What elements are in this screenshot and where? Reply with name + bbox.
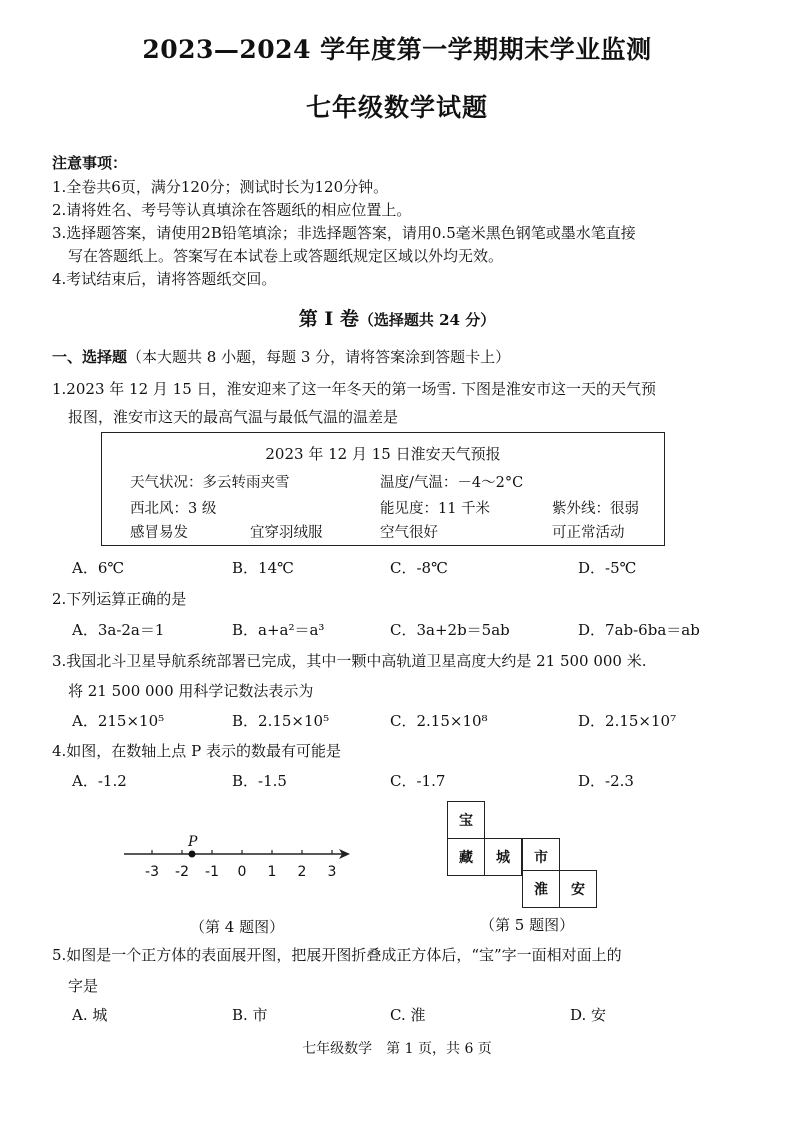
cube-face: 市 (522, 838, 560, 876)
q5-option-c: C. 淮 (390, 1006, 426, 1024)
q4-stem: 4.如图，在数轴上点 P 表示的数最有可能是 (52, 742, 341, 760)
number-line-tick-label: -2 (175, 864, 189, 880)
weather-wind: 西北风：3 级 (130, 501, 217, 517)
exam-subtitle: 七年级数学试题 (305, 93, 488, 122)
number-line-tick-label: -3 (145, 864, 159, 880)
number-line-tick-label: 0 (237, 864, 247, 880)
q2-option-c: C．3a+2b＝5ab (390, 621, 510, 639)
q3-option-d: D．2.15×10⁷ (578, 712, 677, 730)
number-line-tick-label: 3 (327, 864, 337, 880)
q1-option-d: D．-5℃ (578, 559, 637, 577)
cube-face: 宝 (447, 801, 485, 839)
q3-option-a: A．215×10⁵ (72, 712, 165, 730)
cube-face: 城 (484, 838, 522, 876)
section-heading (52, 346, 510, 367)
q4-figure-caption: （第 4 题图） (190, 918, 285, 936)
q2-option-b: B．a+a²＝a³ (232, 621, 325, 639)
q5-option-b: B. 市 (232, 1006, 268, 1024)
weather-tip: 可正常活动 (552, 525, 625, 541)
q4-option-b: B．-1.5 (232, 772, 287, 790)
q5-option-a: A. 城 (72, 1006, 108, 1024)
weather-tip: 感冒易发 (130, 525, 188, 541)
weather-visibility: 能见度：11 千米 (380, 501, 491, 517)
q2-stem: 2.下列运算正确的是 (52, 590, 187, 608)
q1-option-b: B．14℃ (232, 559, 294, 577)
q1-stem-line2: 报图，淮安市这天的最高气温与最低气温的温差是 (68, 408, 399, 426)
point-p (189, 851, 196, 858)
weather-forecast-box (101, 432, 665, 546)
q2-option-d: D．7ab-6ba＝ab (578, 621, 700, 639)
note-item: 3.选择题答案，请使用2B铅笔填涂；非选择题答案，请用0.5毫米黑色钢笔或墨水笔直接 (52, 224, 636, 242)
q4-option-a: A．-1.2 (72, 772, 127, 790)
part-title (0, 304, 794, 331)
q2-option-a: A．3a-2a＝1 (72, 621, 165, 639)
number-line-figure (118, 826, 358, 882)
q4-option-d: D．-2.3 (578, 772, 634, 790)
exam-title: 2023—2024 学年度第一学期期末学业监测 (142, 35, 652, 64)
note-item: 2.请将姓名、考号等认真填涂在答题纸的相应位置上。 (52, 201, 412, 219)
number-line-tick-label: -1 (205, 864, 219, 880)
q1-option-a: A．6℃ (72, 559, 125, 577)
cube-face: 安 (559, 870, 597, 908)
number-line-tick-label: 1 (267, 864, 277, 880)
notes-heading: 注意事项： (52, 154, 128, 172)
weather-condition: 天气状况：多云转雨夹雪 (130, 475, 290, 491)
weather-title: 2023 年 12 月 15 日淮安天气预报 (265, 445, 501, 463)
section-heading-label: 一、选择题 (52, 348, 128, 366)
q3-option-c: C．2.15×10⁸ (390, 712, 488, 730)
section-heading-note: （本大题共 8 小题，每题 3 分，请将答案涂到答题卡上） (127, 348, 511, 366)
weather-temperature: 温度/气温：－4～2°C (380, 475, 524, 491)
cube-face: 藏 (447, 838, 485, 876)
note-item: 写在答题纸上。答案写在本试卷上或答题纸规定区域以外均无效。 (68, 247, 504, 265)
q4-option-c: C．-1.7 (390, 772, 446, 790)
page-footer: 七年级数学 第 1 页，共 6 页 (302, 1041, 492, 1057)
point-p-label: P (188, 834, 198, 850)
weather-tip: 宜穿羽绒服 (250, 525, 323, 541)
weather-uv: 紫外线：很弱 (552, 501, 639, 517)
q5-option-d: D. 安 (570, 1006, 607, 1024)
note-item: 4.考试结束后，请将答题纸交回。 (52, 270, 277, 288)
q5-stem-line1: 5.如图是一个正方体的表面展开图，把展开图折叠成正方体后，“宝”字一面相对面上的 (52, 946, 622, 964)
note-item: 1.全卷共6页，满分120分；测试时长为120分钟。 (52, 178, 389, 196)
q3-stem-line2: 将 21 500 000 用科学记数法表示为 (68, 682, 314, 700)
part-title-main: 第 I 卷 (298, 308, 359, 330)
part-title-note: （选择题共 24 分） (358, 311, 496, 329)
cube-face: 淮 (522, 870, 560, 908)
number-line-tick-label: 2 (297, 864, 307, 880)
q1-stem-line1: 1.2023 年 12 月 15 日，淮安迎来了这一年冬天的第一场雪. 下图是淮安市这一天的天气预 (52, 380, 657, 398)
q5-figure-caption: （第 5 题图） (480, 916, 575, 934)
q5-stem-line2: 字是 (68, 977, 99, 995)
weather-tip: 空气很好 (380, 525, 438, 541)
q3-stem-line1: 3.我国北斗卫星导航系统部署已完成，其中一颗中高轨道卫星高度大约是 21 500 000 米. (52, 652, 647, 670)
q1-option-c: C．-8℃ (390, 559, 448, 577)
q3-option-b: B．2.15×10⁵ (232, 712, 330, 730)
